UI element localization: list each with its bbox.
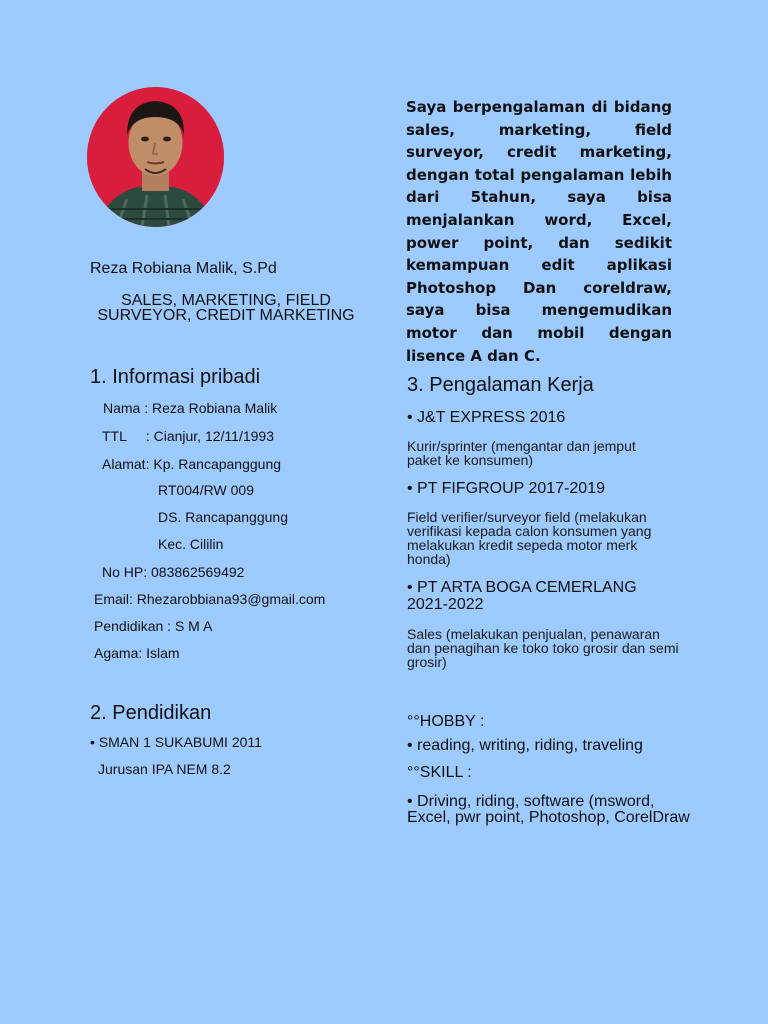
job-description: Sales (melakukan penjualan, penawaran dan penagihan ke toko toko grosir dan semi grosir)	[407, 626, 679, 670]
skill-list: • Driving, riding, software (msword, Excel, pwr point, Photoshop, CorelDraw	[407, 793, 690, 826]
education-major: Jurusan IPA NEM 8.2	[98, 761, 231, 777]
job-role-line2: SURVEYOR, CREDIT MARKETING	[97, 307, 355, 324]
info-alamat-desa: DS. Rancapanggung	[158, 509, 288, 525]
skill-title: °°SKILL :	[407, 764, 472, 781]
info-alamat: Alamat: Kp. Rancapanggung	[102, 456, 282, 472]
job-role-line1: SALES, MARKETING, FIELD	[121, 292, 331, 309]
info-alamat-kec: Kec. Cililin	[158, 536, 224, 552]
job-role	[90, 293, 362, 323]
education-school: • SMAN 1 SUKABUMI 2011	[90, 734, 262, 750]
info-agama: Agama: Islam	[94, 645, 180, 661]
info-alamat-rt: RT004/RW 009	[158, 482, 254, 498]
personal-info-title: 1. Informasi pribadi	[90, 366, 261, 388]
experience-title: 3. Pengalaman Kerja	[407, 374, 594, 396]
hobby-title: °°HOBBY :	[407, 713, 485, 730]
job-title: • PT ARTA BOGA CEMERLANG 2021-2022	[407, 579, 637, 613]
hobby-list: • reading, writing, riding, traveling	[407, 737, 643, 754]
job-description: Kurir/sprinter (mengantar dan jemput paket ke konsumen)	[407, 438, 636, 468]
info-nama: Nama : Reza Robiana Malik	[103, 400, 278, 416]
info-phone: No HP: 083862569492	[102, 564, 245, 580]
about-summary: Saya berpengalaman di bidang sales, marketing, field surveyor, credit marketing, dengan total pengalaman lebih dari 5tahun, saya bisa menjalankan word, Excel, power point, dan sedikit kemampuan edit aplikasi Photoshop Dan coreldraw, saya bisa mengemudikan motor dan mobil dengan lisence A dan C.	[406, 98, 672, 365]
job-description: Field verifier/surveyor field (melakukan verifikasi kepada calon konsumen yang melakukan kredit sepeda motor merk honda)	[407, 509, 652, 567]
education-title: 2. Pendidikan	[90, 702, 212, 724]
person-portrait-icon	[87, 87, 224, 227]
profile-photo	[87, 87, 224, 227]
job-title: • J&T EXPRESS 2016	[407, 409, 566, 426]
full-name: Reza Robiana Malik, S.Pd	[90, 260, 277, 277]
info-ttl: TTL : Cianjur, 12/11/1993	[102, 428, 274, 444]
info-pendidikan: Pendidikan : S M A	[94, 618, 213, 634]
info-email: Email: Rhezarobbiana93@gmail.com	[94, 591, 326, 607]
job-title: • PT FIFGROUP 2017-2019	[407, 480, 605, 497]
